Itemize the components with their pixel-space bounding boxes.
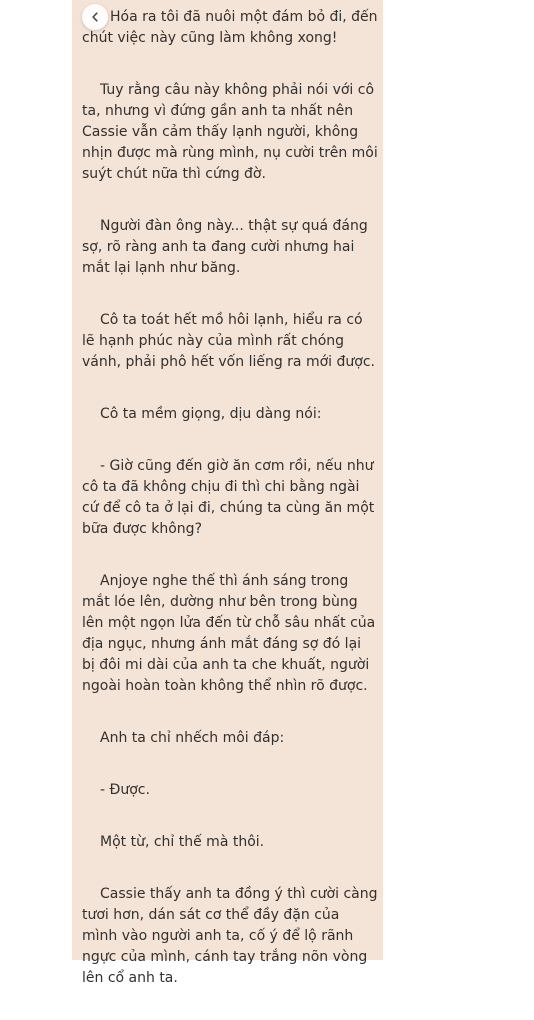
paragraph-2: Tuy rằng câu này không phải nói với cô ta, nhưng vì đứng gần anh ta nhất nên Cassie vẫn cảm thấy lạnh người, không nhịn được mà rùng mình, nụ cười trên môi suýt chút nữa thì cứng đờ. [82,82,378,182]
paragraph-6: - Giờ cũng đến giờ ăn cơm rồi, nếu như cô ta đã không chịu đi thì chi bằng ngài cứ để cô ta ở lại đi, chúng ta cùng ăn một bữa được không? [82,458,375,537]
paragraph-5: Cô ta mềm giọng, dịu dàng nói: [100,406,322,422]
paragraph-10: Một từ, chỉ thế mà thôi. [100,834,265,850]
paragraph-11: Cassie thấy anh ta đồng ý thì cười càng tươi hơn, dán sát cơ thể đầy đặn của mình vào người anh ta, cố ý để lộ rãnh ngực của mình, cánh tay trắng nõn vòng lên cổ anh ta. [82,886,378,986]
paragraph-4: Cô ta toát hết mồ hôi lạnh, hiểu ra có lẽ hạnh phúc này của mình rất chóng vánh, phải phô hết vốn liếng ra mới được. [82,312,375,370]
chevron-left-icon [89,11,101,23]
paragraph-3: Người đàn ông này... thật sự quá đáng sợ, rõ ràng anh ta đang cười nhưng hai mắt lại lạnh như băng. [82,218,368,276]
paragraph-8: Anh ta chỉ nhếch môi đáp: [100,730,285,746]
back-button[interactable] [82,4,108,30]
paragraph-1: Hóa ra tôi đã nuôi một đám bỏ đi, đến chút việc này cũng làm không xong! [82,9,378,46]
reader-page [72,0,383,986]
chapter-text [82,7,378,1020]
paragraph-7: Anjoye nghe thế thì ánh sáng trong mắt lóe lên, dường như bên trong bùng lên một ngọn lửa đến từ chỗ sâu nhất của địa ngục, nhưng ánh mắt đáng sợ đó lại bị đôi mi dài của anh ta che khuất, người ngoài hoàn toàn không thể nhìn rõ được. [82,573,376,694]
paragraph-9: - Được. [100,782,150,798]
